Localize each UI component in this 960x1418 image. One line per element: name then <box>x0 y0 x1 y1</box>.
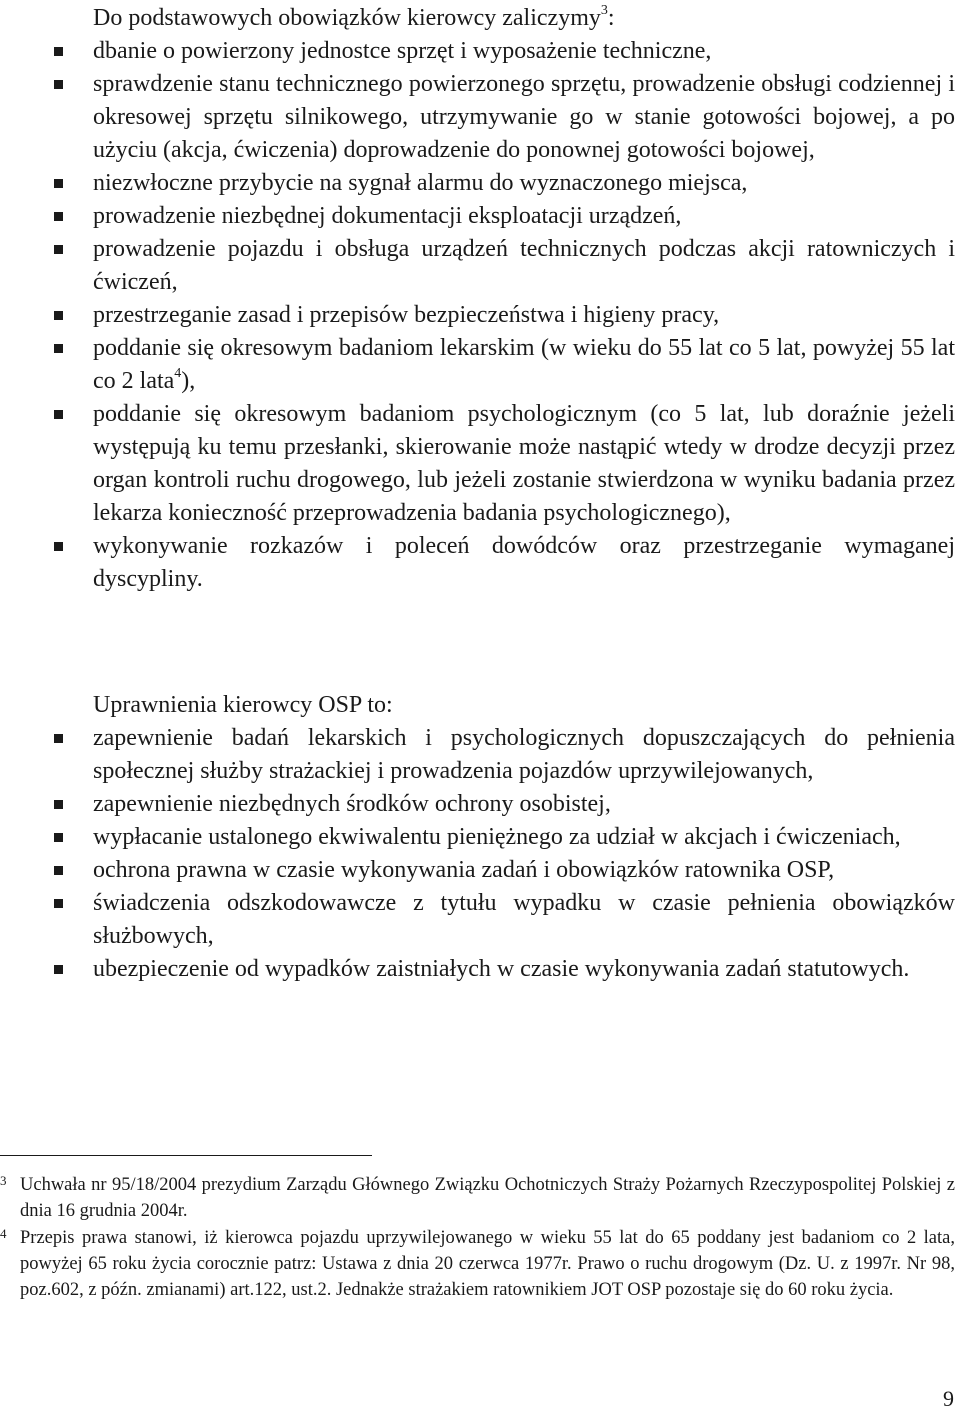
footnote-4 <box>0 1225 955 1303</box>
duty-item: wykonywanie rozkazów i poleceń dowódców oraz przestrzeganie wymaganej dyscypliny. <box>0 530 960 596</box>
privilege-item: świadczenia odszkodowawcze z tytułu wypadku w czasie pełnienia obowiązków służbowych, <box>0 887 960 953</box>
square-bullet-icon <box>54 245 63 254</box>
square-bullet-icon <box>54 965 63 974</box>
square-bullet-icon <box>54 47 63 56</box>
square-bullet-icon <box>54 179 63 188</box>
square-bullet-icon <box>54 866 63 875</box>
square-bullet-icon <box>54 344 63 353</box>
duty-item: niezwłoczne przybycie na sygnał alarmu do wyznaczonego miejsca, <box>0 167 960 200</box>
privilege-item: zapewnienie niezbędnych środków ochrony osobistej, <box>0 788 960 821</box>
duty-item: prowadzenie niezbędnej dokumentacji eksploatacji urządzeń, <box>0 200 960 233</box>
footnote-number: 4 <box>0 1226 7 1241</box>
privilege-item: ochrona prawna w czasie wykonywania zadań i obowiązków ratownika OSP, <box>0 854 960 887</box>
duties-list <box>0 35 960 596</box>
square-bullet-icon <box>54 212 63 221</box>
section2-intro: Uprawnienia kierowcy OSP to: <box>93 692 393 718</box>
footnote-separator <box>0 1155 372 1156</box>
privilege-item: wypłacanie ustalonego ekwiwalentu pieniężnego za udział w akcjach i ćwiczeniach, <box>0 821 960 854</box>
footnote-ref-4[interactable]: 4 <box>174 366 182 381</box>
square-bullet-icon <box>54 410 63 419</box>
footnote-number: 3 <box>0 1173 7 1188</box>
footnote-ref-3[interactable]: 3 <box>600 3 608 18</box>
footnote-text: Przepis prawa stanowi, iż kierowca pojazdu uprzywilejowanego w wieku 55 lat do 65 poddany jest badaniom co 2 lata, powyżej 65 roku życia corocznie patrz: Ustawa z dnia 20 czerwca 1977r. Prawo o ruchu drogowym (Dz. U. z 1997r. Nr 98, poz.602, z późn. zmianami) art.122, ust.2. Jednakże strażakiem ratownikiem JOT OSP pozostaje się do 60 roku życia. <box>20 1228 955 1300</box>
section1-intro: Do podstawowych obowiązków kierowcy zaliczymy$^3$: <box>93 3 615 31</box>
footnote-text: Uchwała nr 95/18/2004 prezydium Zarządu Głównego Związku Ochotniczych Straży Pożarnych Rzeczypospolitej Polskiej z dnia 16 grudnia 2004r. <box>20 1175 955 1221</box>
square-bullet-icon <box>54 899 63 908</box>
footnote-3 <box>0 1172 955 1224</box>
duty-item: przestrzeganie zasad i przepisów bezpieczeństwa i higieny pracy, <box>0 299 960 332</box>
square-bullet-icon <box>54 734 63 743</box>
square-bullet-icon <box>54 542 63 551</box>
square-bullet-icon <box>54 80 63 89</box>
page-number: 9 <box>943 1386 954 1411</box>
duty-item: dbanie o powierzony jednostce sprzęt i wyposażenie techniczne, <box>0 35 960 68</box>
duty-item: poddanie się okresowym badaniom lekarskim (w wieku do 55 lat co 5 lat, powyżej 55 lat co 2 lata$^4$), <box>0 332 960 398</box>
square-bullet-icon <box>54 833 63 842</box>
square-bullet-icon <box>54 800 63 809</box>
duty-item: prowadzenie pojazdu i obsługa urządzeń technicznych podczas akcji ratowniczych i ćwiczeń, <box>0 233 960 299</box>
privilege-item: zapewnienie badań lekarskich i psychologicznych dopuszczających do pełnienia społecznej służby strażackiej i prowadzenia pojazdów uprzywilejowanych, <box>0 722 960 788</box>
privilege-item: ubezpieczenie od wypadków zaistniałych w czasie wykonywania zadań statutowych. <box>0 953 960 986</box>
privileges-list <box>0 722 960 986</box>
square-bullet-icon <box>54 311 63 320</box>
duty-item: poddanie się okresowym badaniom psychologicznym (co 5 lat, lub doraźnie jeżeli występują ku temu przesłanki, skierowanie może nastąpić wtedy w drodze decyzji przez organ kontroli ruchu drogowego, lub jeżeli zostanie stwierdzona w wyniku badania przez lekarza konieczność przeprowadzenia badania psychologicznego), <box>0 398 960 530</box>
duty-item: sprawdzenie stanu technicznego powierzonego sprzętu, prowadzenie obsługi codziennej i okresowej sprzętu silnikowego, utrzymywanie go w stanie gotowości bojowej, a po użyciu (akcja, ćwiczenia) doprowadzenie do ponownej gotowości bojowej, <box>0 68 960 167</box>
